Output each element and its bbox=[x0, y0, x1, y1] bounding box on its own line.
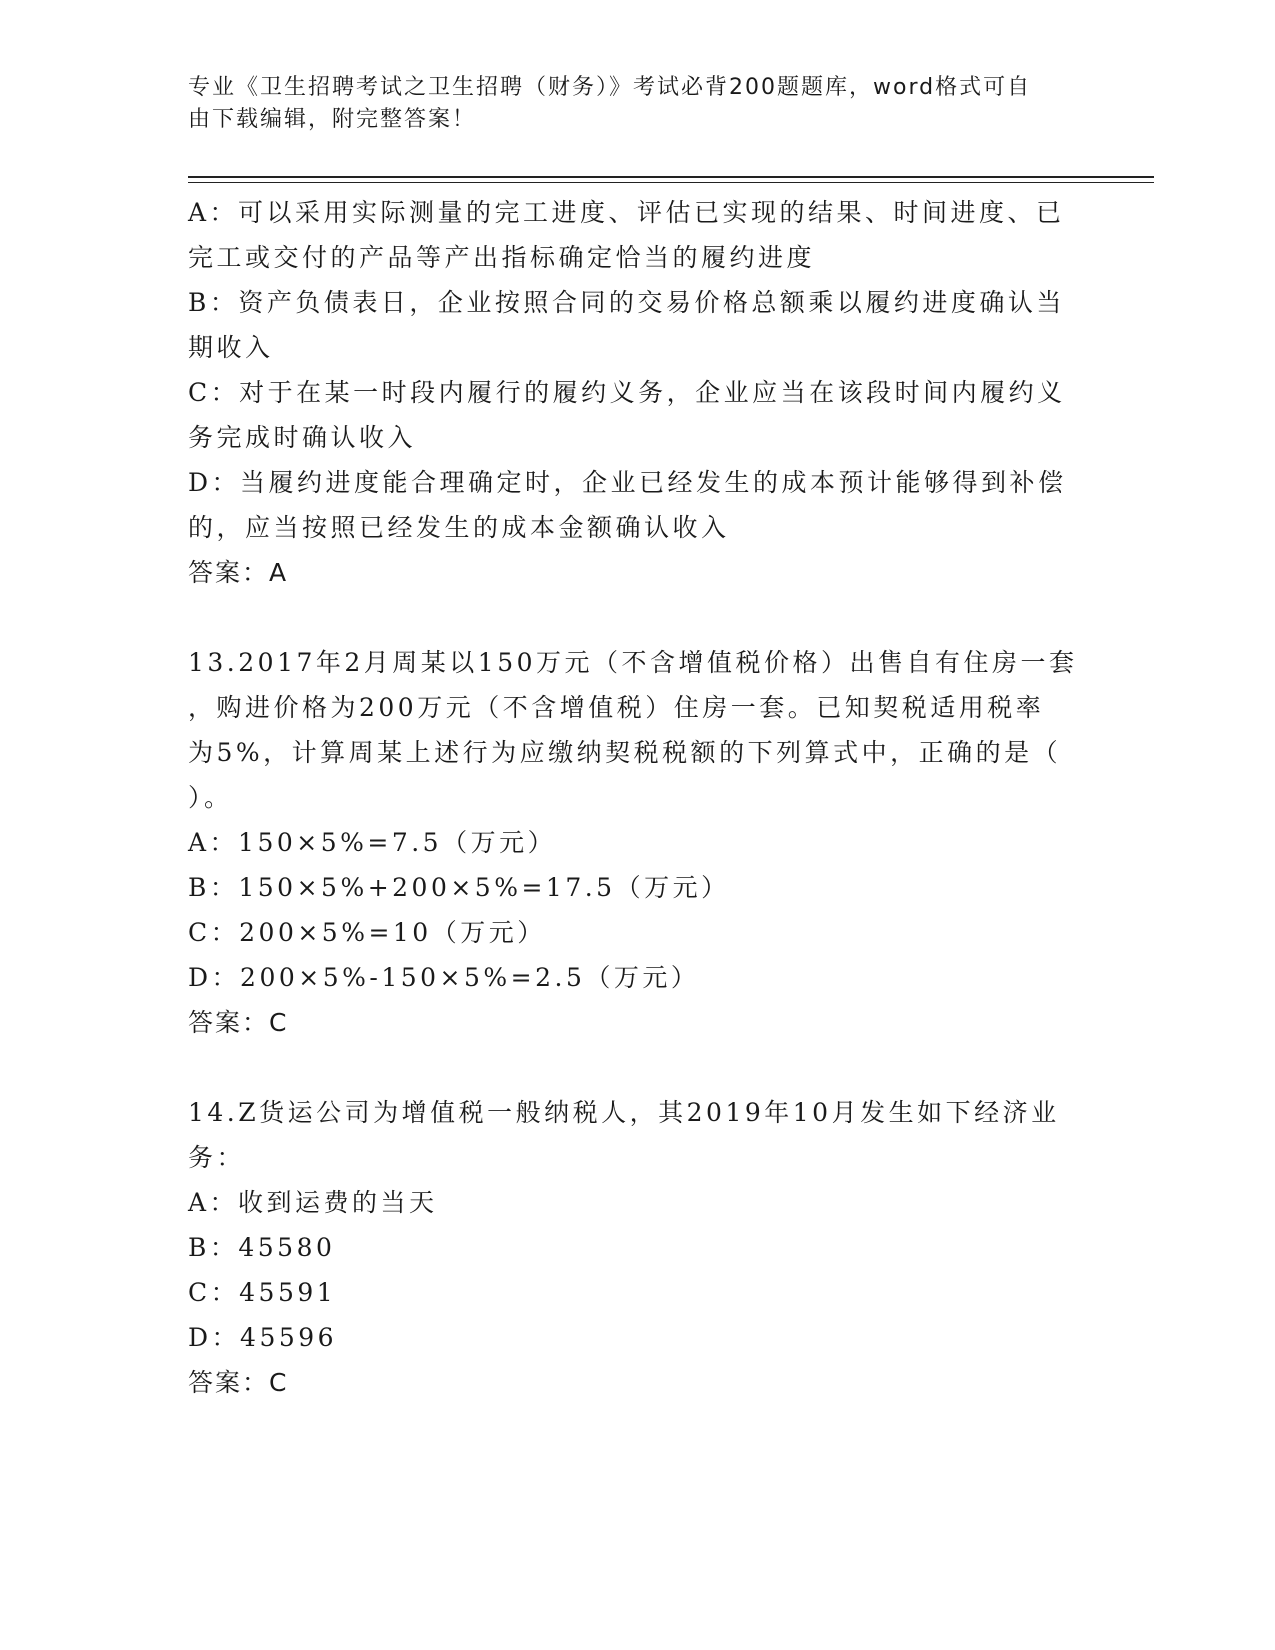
q13-answer: 答案：C bbox=[188, 1008, 289, 1037]
q13-option-d: D：200×5%-150×5%=2.5（万元） bbox=[188, 963, 700, 992]
q13-stem-line-3: 为5%，计算周某上述行为应缴纳契税税额的下列算式中，正确的是（ bbox=[188, 738, 1062, 767]
q12-option-c-line-2: 务完成时确认收入 bbox=[188, 423, 417, 452]
q13-option-c: C：200×5%=10（万元） bbox=[188, 918, 546, 947]
q14-option-a: A：收到运费的当天 bbox=[188, 1188, 438, 1217]
header-rule-bottom bbox=[188, 182, 1154, 183]
q12-answer: 答案：A bbox=[188, 558, 289, 587]
q14-option-c: C：45591 bbox=[188, 1278, 337, 1307]
q13-stem-line-2: ，购进价格为200万元（不含增值税）住房一套。已知契税适用税率 bbox=[188, 693, 1045, 722]
question-12 bbox=[188, 190, 1088, 595]
q12-option-b-line-1: B：资产负债表日，企业按照合同的交易价格总额乘以履约进度确认当 bbox=[188, 288, 1065, 317]
spacer bbox=[188, 1045, 1088, 1090]
q13-stem-line-1: 13.2017年2月周某以150万元（不含增值税价格）出售自有住房一套 bbox=[188, 648, 1078, 677]
header-line-2: 由下载编辑，附完整答案！ bbox=[188, 107, 477, 132]
q12-option-a-line-1: A：可以采用实际测量的完工进度、评估已实现的结果、时间进度、已 bbox=[188, 198, 1065, 227]
document-body bbox=[188, 190, 1088, 1405]
q12-option-a-line-2: 完工或交付的产品等产出指标确定恰当的履约进度 bbox=[188, 243, 816, 272]
document-header bbox=[188, 72, 1068, 136]
q14-stem-line-2: 务： bbox=[188, 1143, 246, 1172]
q12-option-c-line-1: C：对于在某一时段内履行的履约义务，企业应当在该段时间内履约义 bbox=[188, 378, 1066, 407]
q13-stem-line-4: ）。 bbox=[188, 783, 233, 812]
q12-option-b-line-2: 期收入 bbox=[188, 333, 274, 362]
q14-stem-line-1: 14.Z货运公司为增值税一般纳税人，其2019年10月发生如下经济业 bbox=[188, 1098, 1060, 1127]
q13-option-b: B：150×5%+200×5%=17.5（万元） bbox=[188, 873, 730, 902]
q14-option-b: B：45580 bbox=[188, 1233, 336, 1262]
header-line-1: 专业《卫生招聘考试之卫生招聘（财务）》考试必背200题题库，word格式可自 bbox=[188, 75, 1032, 100]
q12-option-d-line-1: D：当履约进度能合理确定时，企业已经发生的成本预计能够得到补偿 bbox=[188, 468, 1067, 497]
q12-option-d-line-2: 的，应当按照已经发生的成本金额确认收入 bbox=[188, 513, 730, 542]
spacer bbox=[188, 595, 1088, 640]
header-rule-top bbox=[188, 176, 1154, 178]
question-13 bbox=[188, 640, 1088, 1045]
question-14 bbox=[188, 1090, 1088, 1405]
q14-answer: 答案：C bbox=[188, 1368, 289, 1397]
q13-option-a: A：150×5%=7.5（万元） bbox=[188, 828, 557, 857]
q14-option-d: D：45596 bbox=[188, 1323, 338, 1352]
